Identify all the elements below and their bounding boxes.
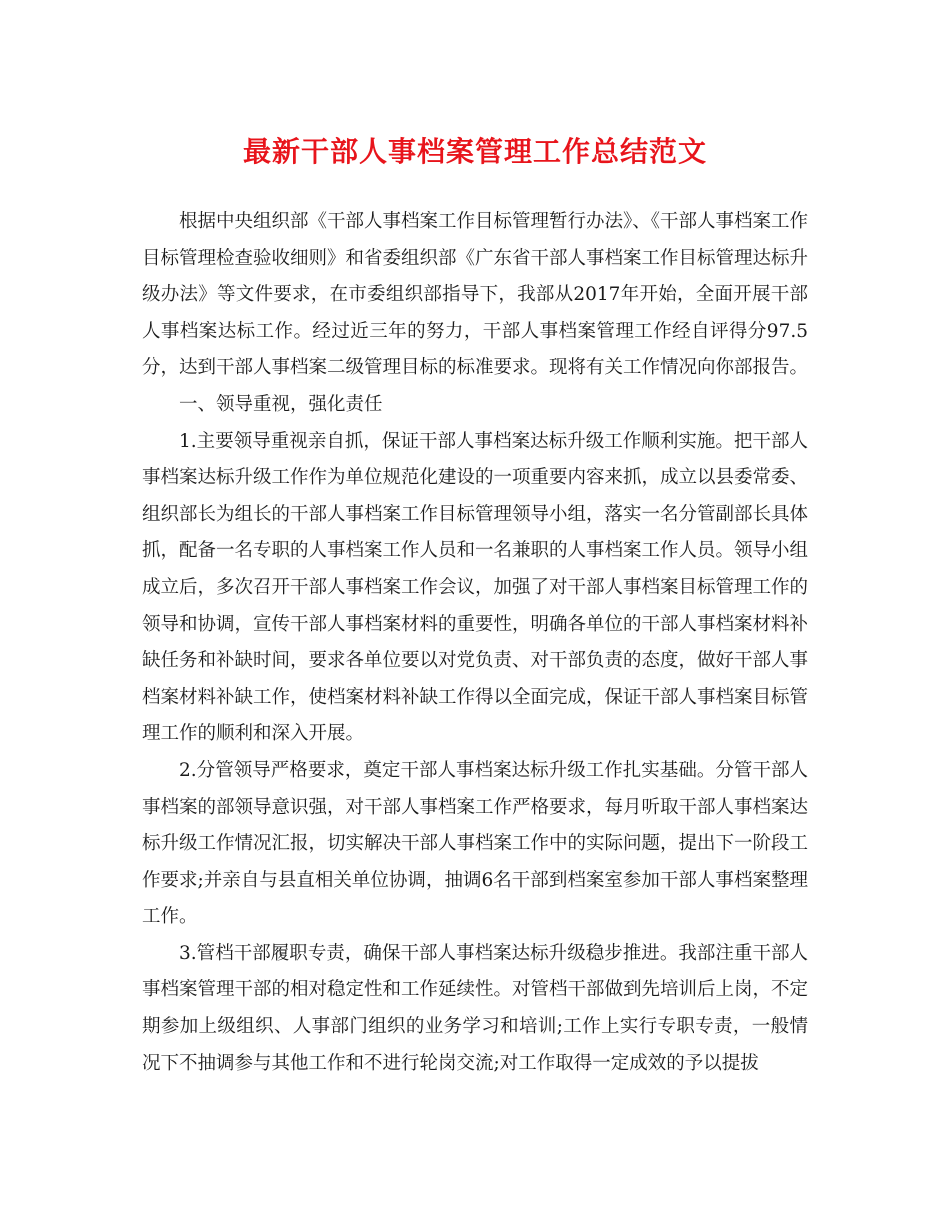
paragraph-item-1: 1.主要领导重视亲自抓，保证干部人事档案达标升级工作顺利实施。把干部人事档案达标升级工作作为单位规范化建设的一项重要内容来抓，成立以县委常委、组织部长为组长的干部人事档案工作目标管理领导小组，落实一名分管副部长具体抓，配备一名专职的人事档案工作人员和一名兼职的人事档案工作人员。领导小组成立后，多次召开干部人事档案工作会议，加强了对干部人事档案目标管理工作的领导和协调，宣传干部人事档案材料的重要性，明确各单位的干部人事档案材料补缺任务和补缺时间，要求各单位要以对党负责、对干部负责的态度，做好干部人事档案材料补缺工作，使档案材料补缺工作得以全面完成，保证干部人事档案目标管理工作的顺利和深入开展。 [142, 430, 809, 745]
section-heading-1: 一、领导重视，强化责任 [179, 393, 383, 415]
paragraph-item-3: 3.管档干部履职专责，确保干部人事档案达标升级稳步推进。我部注重干部人事档案管理干部的相对稳定性和工作延续性。对管档干部做到先培训后上岗，不定期参加上级组织、人事部门组织的业务学习和培训;工作上实行专职专责，一般情况下不抽调参与其他工作和不进行轮岗交流;对工作取得一定成效的予以提拔 [142, 942, 809, 1074]
document-body [142, 204, 808, 1082]
document-title: 最新干部人事档案管理工作总结范文 [242, 135, 707, 168]
paragraph-item-2: 2.分管领导严格要求，奠定干部人事档案达标升级工作扎实基础。分管干部人事档案的部领导意识强，对干部人事档案工作严格要求，每月听取干部人事档案达标升级工作情况汇报，切实解决干部人事档案工作中的实际问题，提出下一阶段工作要求;并亲自与县直相关单位协调，抽调6名干部到档案室参加干部人事档案整理工作。 [142, 759, 809, 928]
paragraph-intro: 根据中央组织部《干部人事档案工作目标管理暂行办法》、《干部人事档案工作目标管理检查验收细则》和省委组织部《广东省干部人事档案工作目标管理达标升级办法》等文件要求，在市委组织部指导下，我部从2017年开始，全面开展干部人事档案达标工作。经过近三年的努力，干部人事档案管理工作经自评得分97.5分，达到干部人事档案二级管理目标的标准要求。现将有关工作情况向你部报告。 [142, 211, 809, 379]
